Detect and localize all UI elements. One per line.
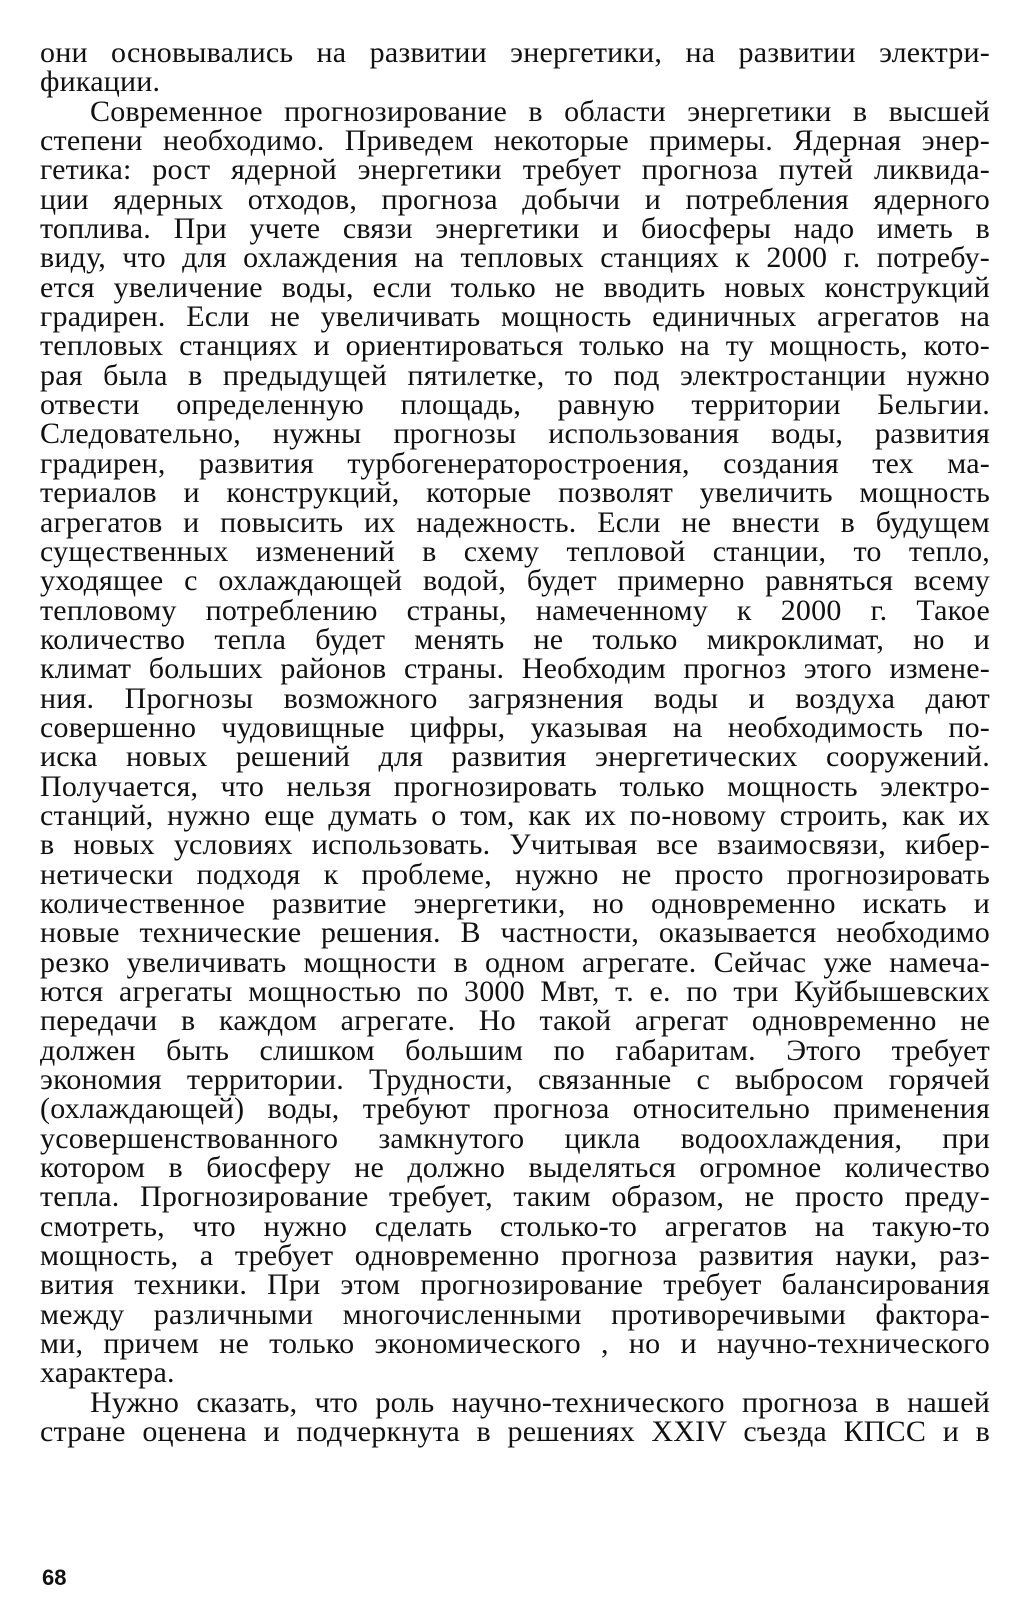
text-line: Современное прогнозирование в области энергетики в высшей (90, 94, 990, 128)
text-line: виду, что для охлаждения на тепловых станциях к 2000 г. потребу- (40, 241, 990, 275)
text-line: ния. Прогнозы возможного загрязнения воды и воздуха дают (40, 681, 990, 715)
text-line: климат больших районов страны. Необходим прогноз этого измене- (40, 652, 990, 686)
text-line: ется увеличение воды, если только не вводить новых конструкций (40, 270, 990, 304)
text-line: совершенно чудовищные цифры, указывая на необходимость по- (40, 710, 990, 744)
text-line: Следовательно, нужны прогнозы использования воды, развития (40, 417, 990, 451)
page-body (40, 38, 990, 1447)
text-block (40, 38, 990, 1447)
text-line: отвести определенную площадь, равную территории Бельгии. (40, 388, 990, 422)
text-line: степени необходимо. Приведем некоторые примеры. Ядерная энер- (40, 124, 990, 158)
text-line: (охлаждающей) воды, требуют прогноза относительно применения (40, 1092, 990, 1126)
text-line: Нужно сказать, что роль научно-технического прогноза в нашей (90, 1385, 990, 1419)
text-line: должен быть слишком большим по габаритам. Этого требует (40, 1033, 990, 1067)
paragraph (40, 1385, 990, 1449)
paragraph (40, 94, 990, 1390)
text-line: тепловому потреблению страны, намеченному к 2000 г. Такое (40, 593, 990, 627)
text-line: тепла. Прогнозирование требует, таким образом, не просто преду- (40, 1180, 990, 1214)
text-line: Получается, что нельзя прогнозировать только мощность электро- (40, 769, 990, 803)
text-line: вития техники. При этом прогнозирование требует балансирования (40, 1268, 990, 1302)
text-line: количественное развитие энергетики, но одновременно искать и (40, 886, 990, 920)
text-line: передачи в каждом агрегате. Но такой агрегат одновременно не (40, 1004, 990, 1038)
text-line: мощность, а требует одновременно прогноза развития науки, раз- (40, 1239, 990, 1273)
text-line: резко увеличивать мощности в одном агрегате. Сейчас уже намеча- (40, 945, 990, 979)
text-line: уходящее с охлаждающей водой, будет примерно равняться всему (40, 564, 990, 598)
text-line: топлива. При учете связи энергетики и биосферы надо иметь в (40, 212, 990, 246)
text-line: котором в биосферу не должно выделяться огромное количество (40, 1151, 990, 1185)
text-line: существенных изменений в схему тепловой станции, то тепло, (40, 534, 990, 568)
text-line: новые технические решения. В частности, оказывается необходимо (40, 916, 990, 950)
text-line: усовершенствованного замкнутого цикла водоохлаждения, при (40, 1121, 990, 1155)
text-line: экономия территории. Трудности, связанные с выбросом горячей (40, 1063, 990, 1097)
text-line: иска новых решений для развития энергетических сооружений. (40, 740, 990, 774)
text-line: рая была в предыдущей пятилетке, то под электростанции нужно (40, 358, 990, 392)
text-line: между различными многочисленными противоречивыми фактора- (40, 1297, 990, 1331)
text-line: стране оценена и подчеркнута в решениях XXIV съезда КПСС и в (40, 1415, 990, 1449)
text-line: количество тепла будет менять не только микроклимат, но и (40, 622, 990, 656)
text-line: гетика: рост ядерной энергетики требует прогноза путей ликвида- (40, 153, 990, 187)
text-line: станций, нужно еще думать о том, как их по-новому строить, как их (40, 798, 990, 832)
text-line: териалов и конструкций, которые позволят увеличить мощность (40, 476, 990, 510)
text-line: ются агрегаты мощностью по 3000 Мвт, т. е. по три Куйбышевских (40, 975, 990, 1008)
page-number: 68 (42, 1565, 67, 1590)
text-line: фикации. (40, 65, 161, 99)
text-line: ции ядерных отходов, прогноза добычи и потребления ядерного (40, 182, 990, 216)
text-line: градирен. Если не увеличивать мощность единичных агрегатов на (40, 300, 990, 334)
text-line: агрегатов и повысить их надежность. Если не внести в будущем (40, 505, 990, 539)
text-line: в новых условиях использовать. Учитывая все взаимосвязи, кибер- (40, 828, 990, 862)
text-line: характера. (40, 1356, 175, 1390)
text-line: нетически подходя к проблеме, нужно не просто прогнозировать (40, 857, 990, 891)
text-line: тепловых станциях и ориентироваться только на ту мощность, кото- (40, 329, 990, 363)
text-line: градирен, развития турбогенераторостроения, создания тех ма- (40, 446, 990, 480)
text-line: смотреть, что нужно сделать столько-то агрегатов на такую-то (40, 1209, 990, 1243)
paragraph (40, 38, 990, 97)
text-line: ми, причем не только экономического , но и научно-технического (40, 1327, 990, 1361)
text-line: они основывались на развитии энергетики, на развитии электри- (40, 36, 990, 69)
